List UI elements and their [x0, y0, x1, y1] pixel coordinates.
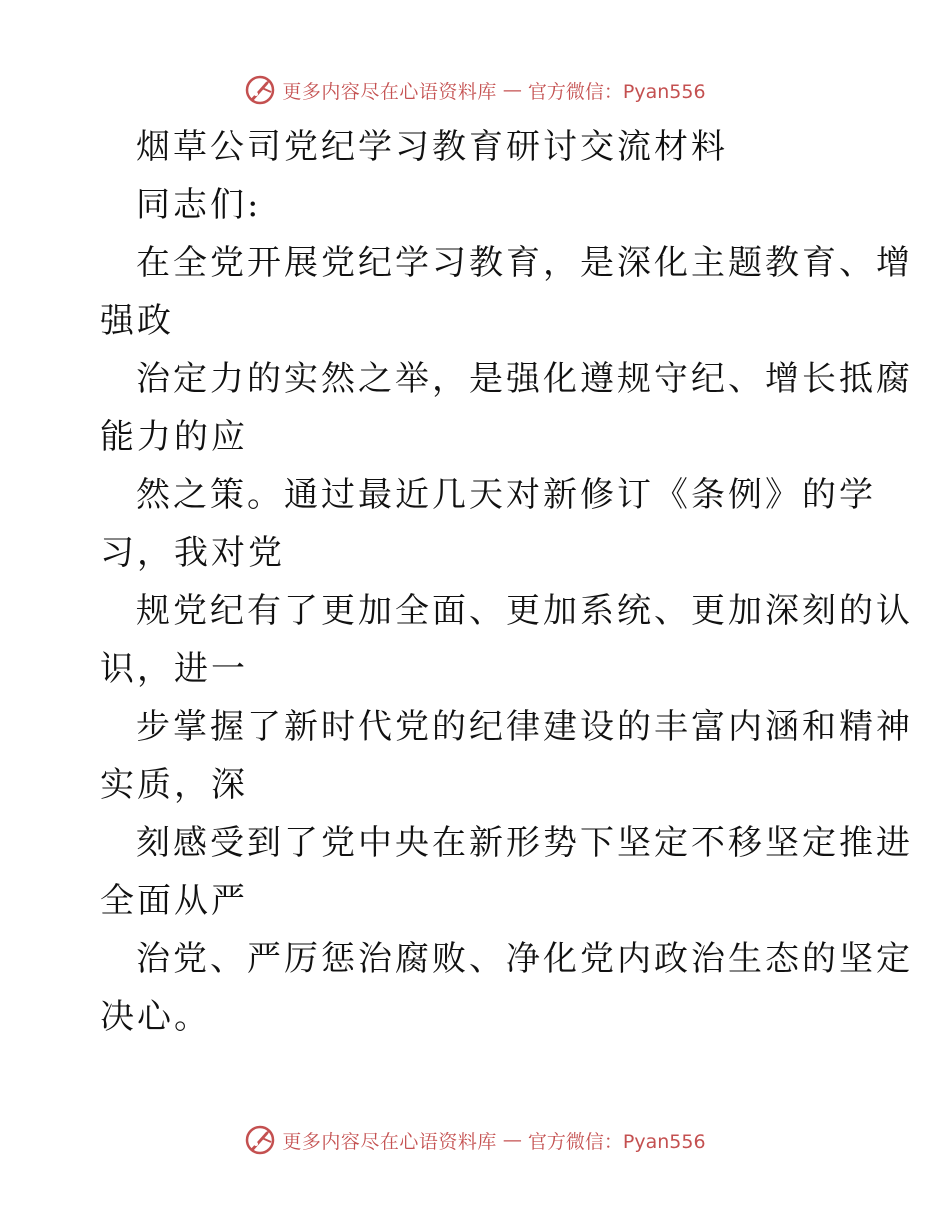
document-title: 烟草公司党纪学习教育研讨交流材料	[136, 127, 728, 167]
banner-site-text: 更多内容尽在心语资料库	[282, 80, 497, 103]
banner-wechat-text: 官方微信：Pyan556	[527, 1130, 706, 1153]
paragraph-line: 全面从严	[100, 881, 248, 921]
paragraph-line: 然之策。通过最近几天对新修订《条例》的学	[136, 475, 876, 515]
quill-pen-logo-icon	[244, 1124, 276, 1156]
salutation: 同志们:	[136, 185, 262, 225]
banner-separator: —	[502, 1129, 522, 1151]
banner-separator: —	[502, 79, 522, 101]
paragraph-line: 识，进一	[100, 649, 248, 689]
quill-pen-logo-icon	[244, 74, 276, 106]
banner-site-text: 更多内容尽在心语资料库	[282, 1130, 497, 1153]
paragraph-line: 在全党开展党纪学习教育，是深化主题教育、增	[136, 243, 913, 283]
paragraph-line: 习，我对党	[100, 533, 285, 573]
paragraph-line: 治党、严厉惩治腐败、净化党内政治生态的坚定	[136, 939, 913, 979]
document-body	[100, 118, 913, 1046]
paragraph-line: 刻感受到了党中央在新形势下坚定不移坚定推进	[136, 823, 913, 863]
paragraph-line: 规党纪有了更加全面、更加系统、更加深刻的认	[136, 591, 913, 631]
header-banner	[0, 70, 950, 110]
paragraph-line: 实质，深	[100, 765, 248, 805]
paragraph-line: 强政	[100, 301, 174, 341]
paragraph-line: 治定力的实然之举，是强化遵规守纪、增长抵腐	[136, 359, 913, 399]
paragraph-line: 步掌握了新时代党的纪律建设的丰富内涵和精神	[136, 707, 913, 747]
footer-banner	[0, 1120, 950, 1160]
paragraph-line: 能力的应	[100, 417, 248, 457]
banner-wechat-text: 官方微信：Pyan556	[527, 80, 706, 103]
paragraph-line: 决心。	[100, 997, 211, 1037]
